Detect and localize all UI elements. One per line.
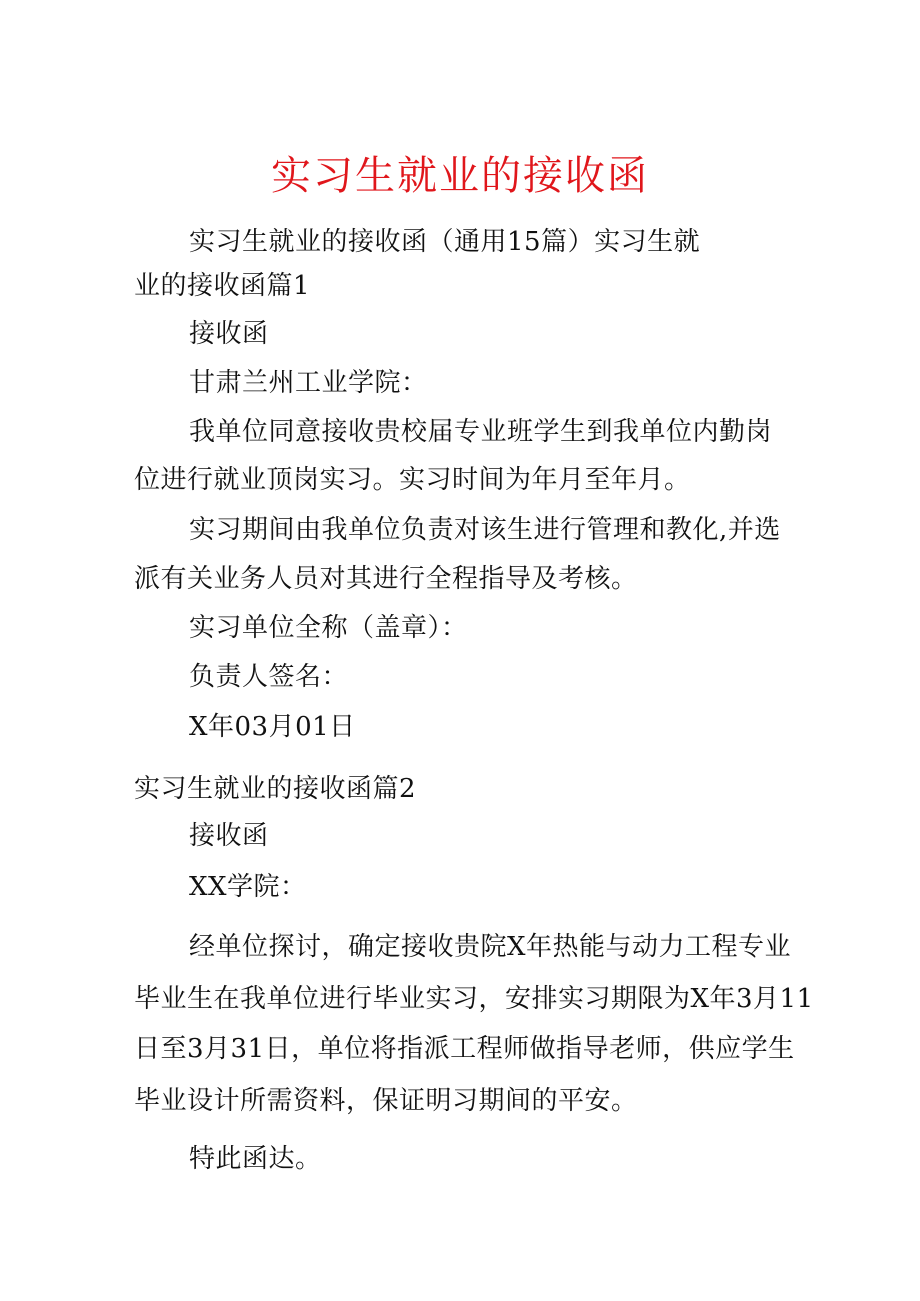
letter2-body-line: 经单位探讨，确定接收贵院X年热能与动力工程专业 [189,932,792,962]
letter1-recipient: 甘肃兰州工业学院： [189,368,428,398]
letter1-body-line: 位进行就业顶岗实习。实习时间为年月至年月。 [134,465,691,495]
letter2-body-line: 毕业生在我单位进行毕业实习，安排实习期限为X年3月11 [134,984,814,1014]
letter2-heading: 接收函 [189,821,269,851]
document-title: 实习生就业的接收函 [271,153,649,199]
letter2-recipient: XX学院： [189,872,307,902]
letter1-signature: 负责人签名： [189,662,349,692]
letter1-unit-name: 实习单位全称（盖章）： [189,613,468,643]
letter1-body-line: 实习期间由我单位负责对该生进行管理和教化,并选 [189,515,781,545]
letter2-closing: 特此函达。 [189,1144,322,1174]
letter2-body-line: 毕业设计所需资料，保证明习期间的平安。 [134,1086,638,1116]
letter1-heading: 接收函 [189,319,269,349]
letter1-body-line: 我单位同意接收贵校届专业班学生到我单位内勤岗 [189,417,773,447]
letter2-section-title: 实习生就业的接收函篇2 [134,774,417,804]
letter1-body-line: 派有关业务人员对其进行全程指导及考核。 [134,564,638,594]
intro-line-1: 实习生就业的接收函（通用15篇）实习生就 [189,227,701,257]
intro-line-2: 业的接收函篇1 [134,271,311,301]
letter2-body-line: 日至3月31日，单位将指派工程师做指导老师，供应学生 [134,1034,795,1064]
letter1-date: X年03月01日 [189,712,356,742]
